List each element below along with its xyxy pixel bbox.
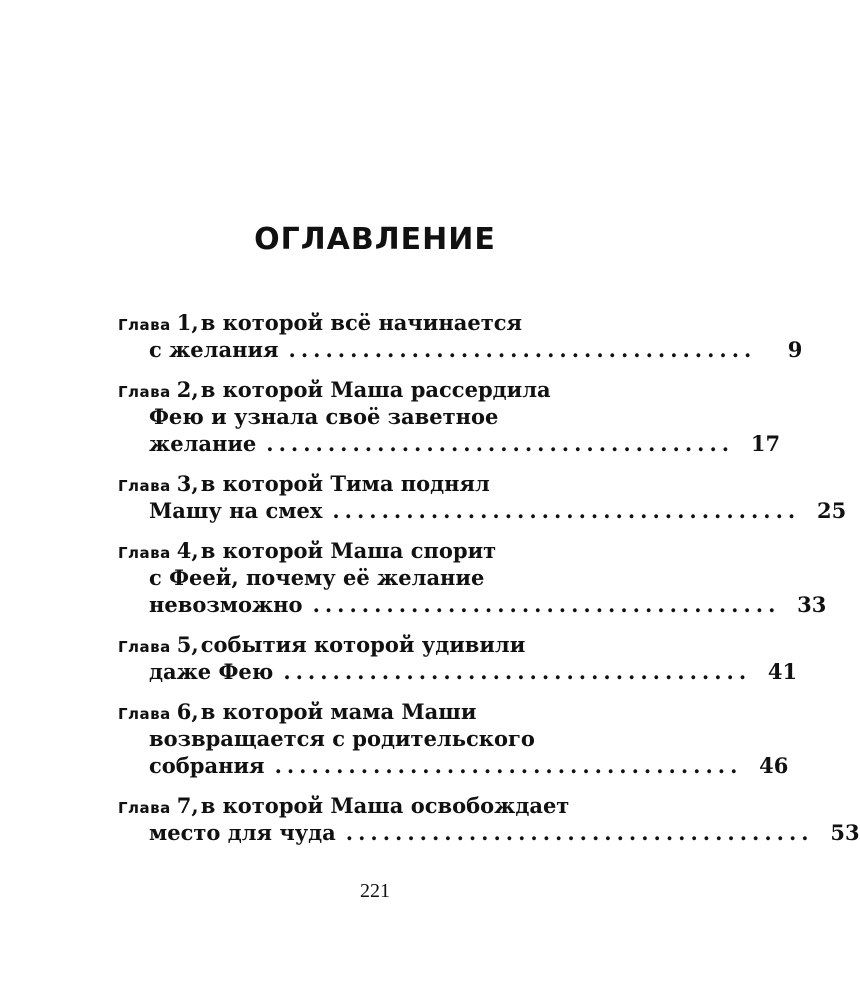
dot-leader: ...................................... (345, 820, 814, 845)
dot-leader: ...................................... (274, 753, 743, 778)
chapter-title-text: в которой Маша спорит (200, 538, 497, 563)
chapter-page-number: 33 (797, 592, 827, 617)
toc-entry-first-line (118, 471, 638, 498)
chapter-title-text: возвращается с родительского (149, 726, 535, 751)
chapter-number: 7, (176, 793, 199, 818)
chapter-page-number: 53 (830, 820, 860, 845)
chapter-page-number: 17 (750, 431, 781, 456)
toc-heading: ОГЛАВЛЕНИЕ (254, 222, 496, 257)
chapter-title-text: с желания (149, 337, 279, 362)
chapter-label: Глава (118, 477, 171, 495)
chapter-title-text: Машу на смех (149, 498, 323, 523)
chapter-page-number: 41 (767, 659, 798, 684)
chapter-page-number: 25 (816, 498, 847, 523)
toc-entry-line (118, 498, 847, 525)
toc-entry (118, 632, 798, 686)
chapter-number: 4, (176, 538, 199, 563)
toc-entry-line (118, 659, 798, 686)
toc-entry-line (118, 431, 781, 458)
toc-entry-line (118, 820, 860, 847)
toc-entry-first-line (118, 793, 638, 820)
chapter-title-text: Фею и узнала своё заветное (149, 404, 499, 429)
toc-entry-line (118, 337, 803, 364)
chapter-number: 5, (176, 632, 199, 657)
chapter-title-text: события которой удивили (200, 632, 526, 657)
chapter-label: Глава (118, 799, 171, 817)
chapter-title-text: в которой Маша рассердила (200, 377, 551, 402)
chapter-page-number: 9 (787, 337, 803, 362)
dot-leader: ...................................... (266, 431, 735, 456)
chapter-label: Глава (118, 544, 171, 562)
chapter-title-text: собрания (149, 753, 265, 778)
chapter-title-text: невозможно (149, 592, 303, 617)
page-number: 221 (360, 880, 390, 902)
toc-entry-first-line (118, 699, 638, 726)
toc-entry (118, 538, 827, 619)
chapter-label: Глава (118, 638, 171, 656)
chapter-label: Глава (118, 705, 171, 723)
toc-entry (118, 793, 860, 847)
chapter-label: Глава (118, 316, 171, 334)
toc-entry-line (118, 404, 638, 431)
toc-entry-line (118, 726, 638, 753)
dot-leader: ...................................... (288, 337, 757, 362)
chapter-number: 2, (176, 377, 199, 402)
toc-entry-first-line (118, 632, 638, 659)
chapter-title-text: место для чуда (149, 820, 336, 845)
toc-entry (118, 377, 781, 458)
toc-entry (118, 471, 847, 525)
chapter-title-text: желание (149, 431, 257, 456)
dot-leader: ...................................... (312, 592, 781, 617)
chapter-number: 6, (176, 699, 199, 724)
toc-entry-line (118, 753, 789, 780)
toc-entry-first-line (118, 310, 638, 337)
toc-entry-first-line (118, 538, 638, 565)
toc-entry-line (118, 592, 827, 619)
chapter-title-text: с Феей, почему её желание (149, 565, 485, 590)
toc-entry-first-line (118, 377, 638, 404)
chapter-number: 1, (176, 310, 199, 335)
chapter-label: Глава (118, 383, 171, 401)
chapter-page-number: 46 (759, 753, 789, 778)
chapter-title-text: даже Фею (149, 659, 274, 684)
toc-entry-line (118, 565, 638, 592)
toc-entry (118, 310, 803, 364)
chapter-title-text: в которой Тима поднял (200, 471, 490, 496)
dot-leader: ...................................... (283, 659, 752, 684)
chapter-title-text: в которой Маша освобождает (200, 793, 570, 818)
toc-entry (118, 699, 789, 780)
chapter-title-text: в которой всё начинается (200, 310, 523, 335)
table-of-contents (118, 310, 860, 860)
chapter-number: 3, (176, 471, 199, 496)
dot-leader: ...................................... (332, 498, 801, 523)
chapter-title-text: в которой мама Маши (200, 699, 477, 724)
